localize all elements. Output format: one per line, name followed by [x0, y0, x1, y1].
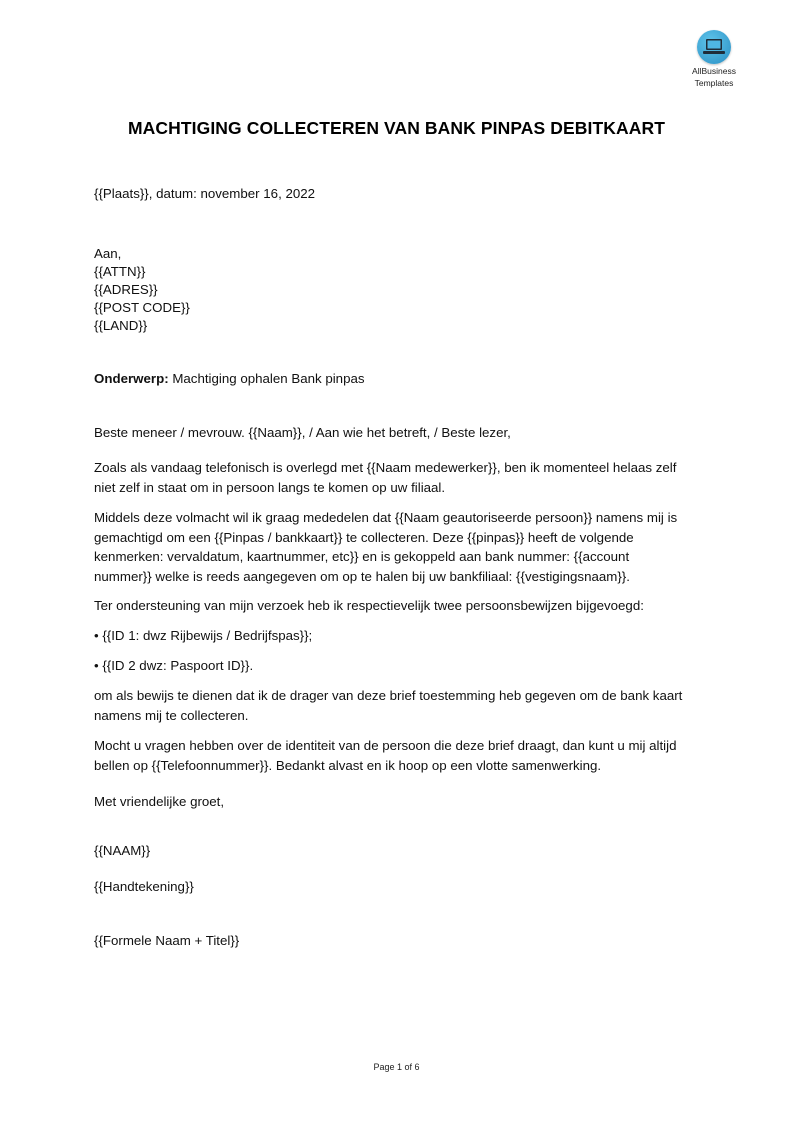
document-title: MACHTIGING COLLECTEREN VAN BANK PINPAS DEBITKAART [127, 118, 666, 138]
paragraph-line: kenmerken: vervaldatum, kaartnummer, etc}} en is gekoppeld aan bank nummer: {{account [94, 549, 630, 564]
paragraph-line: Mocht u vragen hebben over de identiteit van de persoon die deze brief draagt, dan kunt u mij altijd [94, 738, 677, 753]
signature-placeholder: {{Handtekening}} [94, 879, 194, 894]
paragraph-line: Zoals als vandaag telefonisch is overlegd met {{Naam medewerker}}, ben ik momenteel helaas zelf [94, 460, 677, 475]
logo-text-line2: Templates [694, 78, 734, 88]
name-placeholder: {{NAAM}} [94, 843, 151, 858]
address-line: {{LAND}} [94, 318, 148, 333]
paragraph-line: namens mij te collecteren. [94, 708, 249, 723]
paragraph-line: bellen op {{Telefoonnummer}}. Bedankt alvast en ik hoop op een vlotte samenwerking. [94, 758, 602, 773]
paragraph-line: om als bewijs te dienen dat ik de drager van deze brief toestemming heb gegeven om de bank kaart [94, 688, 683, 703]
address-line: Aan, [94, 246, 122, 261]
paragraph-line: nummer}} welke is reeds aangegeven om op te halen bij uw bankfiliaal: {{vestigingsnaam}}. [94, 569, 630, 584]
logo-text-line1: AllBusiness [692, 66, 736, 76]
bullet-item: • {{ID 1: dwz Rijbewijs / Bedrijfspas}}; [94, 628, 313, 643]
address-line: {{ATTN}} [94, 264, 146, 279]
page-number: Page 1 of 6 [373, 1062, 420, 1072]
paragraph-line: Ter ondersteuning van mijn verzoek heb ik respectievelijk twee persoonsbewijzen bijgevoegd: [94, 598, 644, 613]
formal-name-placeholder: {{Formele Naam + Titel}} [94, 933, 240, 948]
paragraph-line: gemachtigd om een {{Pinpas / bankkaart}} te collecteren. Deze {{pinpas}} heeft de volgende [94, 530, 634, 545]
paragraph-line: Middels deze volmacht wil ik graag mededelen dat {{Naam geautoriseerde persoon}} namens mij is [94, 510, 678, 525]
date-line: {{Plaats}}, datum: november 16, 2022 [94, 186, 316, 201]
bullet-item: • {{ID 2 dwz: Paspoort ID}}. [94, 658, 254, 673]
salutation: Beste meneer / mevrouw. {{Naam}}, / Aan wie het betreft, / Beste lezer, [94, 425, 511, 440]
subject-text: Machtiging ophalen Bank pinpas [168, 371, 365, 386]
address-line: {{ADRES}} [94, 282, 158, 297]
subject-label: Onderwerp: [94, 371, 169, 386]
subject-line [94, 371, 365, 386]
closing: Met vriendelijke groet, [94, 794, 225, 809]
paragraph-line: niet zelf in staat om in persoon langs te komen op uw filiaal. [94, 480, 446, 495]
allbusiness-logo [686, 30, 742, 88]
address-line: {{POST CODE}} [94, 300, 190, 315]
laptop-icon [697, 30, 731, 64]
